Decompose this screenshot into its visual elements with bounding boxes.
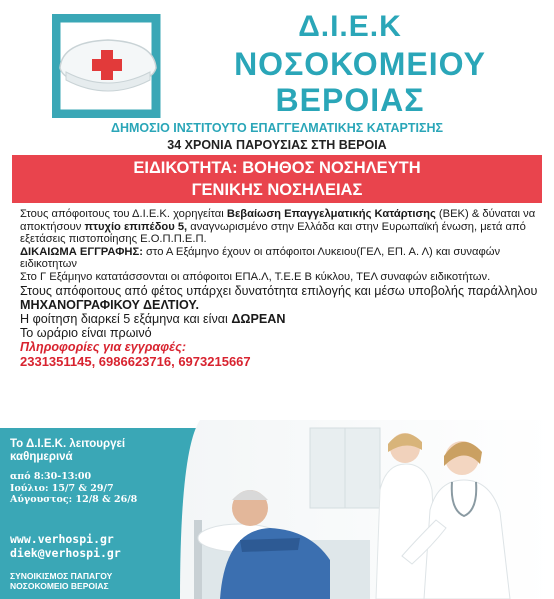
paragraph-enrollment-right: [20, 246, 540, 271]
banner-line-2: ΓΕΝΙΚΗΣ ΝΟΣΗΛΕΙΑΣ: [191, 181, 363, 199]
hospital-nurses-patient-illustration: [180, 420, 554, 599]
subtitle: ΔΗΜΟΣΙΟ ΙΝΣΤΙΤΟΥΤΟ ΕΠΑΓΓΕΛΜΑΤΙΚΗΣ ΚΑΤΑΡΤΙΣΗΣ: [110, 121, 443, 135]
paragraph-schedule: Το ωράριο είναι πρωινό: [20, 325, 152, 340]
paragraph-certification: [20, 208, 540, 246]
hours-contact-panel: [0, 428, 180, 599]
title-line-1: Δ.Ι.Ε.Κ: [298, 10, 402, 43]
p1-text-d: πτυχίο επιπέδου 5,: [84, 220, 188, 233]
nurse-cap-cross-icon: [52, 14, 164, 118]
p4-text-a: Στους απόφοιτους από φέτος υπάρχει δυνατότητα επιλογής και μέσω υποβολής παράλληλου: [20, 283, 538, 298]
p2-text-a: ΔΙΚΑΙΩΜΑ ΕΓΓΡΑΦΗΣ:: [20, 245, 143, 258]
info-body: [20, 208, 540, 369]
info-enrollment-title: Πληροφορίες για εγγραφές:: [20, 339, 187, 354]
specialty-banner: [12, 155, 542, 203]
operating-days: Το Δ.Ι.Ε.Κ. λειτουργεί καθημερινά: [10, 438, 126, 463]
p1-text-a: Στους απόφοιτους του Δ.Ι.Ε.Κ. χορηγείται: [20, 208, 227, 220]
operating-hours: [10, 471, 137, 506]
paragraph-duration: [20, 312, 540, 326]
address-line-1: ΣΥΝΟΙΚΙΣΜΟΣ ΠΑΠΑΓΟΥ: [10, 571, 113, 581]
hours-august: Αύγουστος: 12/8 & 26/8: [10, 494, 138, 505]
p2-text-b: στο Α Εξάμηνο έχουν οι απόφοιτοι Λυκειου(ΓΕΛ, ΕΠ. Α. Λ) και συναφών ειδικοτητων: [20, 245, 501, 271]
paragraph-computerised-form: [20, 284, 540, 312]
p5-text-b: ΔΩΡΕΑΝ: [231, 311, 286, 326]
p1-text-e: αναγνωρισμένο στην Ελλάδα και στην Ευρωπαϊκή ένωση, μετά από εξετάσεις πιστοποίησης Ε.Ο.Π.Π.Ε.Π.: [20, 220, 526, 246]
p5-text-a: Η φοίτηση διαρκεί 5 εξάμηνα και είναι: [20, 311, 232, 326]
banner-line-1: ΕΙΔΙΚΟΤΗΤΑ: ΒΟΗΘΟΣ ΝΟΣΗΛΕΥΤΗ: [133, 159, 421, 177]
contact-web: [10, 532, 121, 560]
p1-text-b: Βεβαίωση Επαγγελματικής Κατάρτισης: [226, 208, 436, 220]
address-line-2: ΝΟΣΟΚΟΜΕΙΟ ΒΕΡΟΙΑΣ: [10, 581, 109, 591]
title-line-3: ΒΕΡΟΙΑΣ: [275, 82, 425, 118]
paragraph-third-semester: Στο Γ Εξάμηνο κατατάσσονται οι απόφοιτοι ΕΠΑ.Λ, Τ.Ε.Ε Β κύκλου, ΤΕΛ συναφών ειδικοτήτων.: [20, 270, 491, 283]
years-presence: 34 ΧΡΟΝΙΑ ΠΑΡΟΥΣΙΑΣ ΣΤΗ ΒΕΡΟΙΑ: [167, 138, 387, 152]
hours-daily: από 8:30-13:00: [10, 471, 92, 482]
title-line-2: ΝΟΣΟΚΟΜΕΙΟΥ: [234, 46, 486, 82]
p4-text-b: ΜΗΧΑΝΟΓΡΑΦΙΚΟΥ ΔΕΛΤΙΟΥ.: [20, 297, 199, 312]
website-link[interactable]: www.verhospi.gr: [10, 532, 114, 546]
address: [10, 571, 112, 591]
email-link[interactable]: diek@verhospi.gr: [10, 546, 121, 560]
hours-july: Ιούλιο: 15/7 & 29/7: [10, 482, 114, 494]
p1-text-c: (ΒΕΚ) & δύναται να αποκτήσουν: [20, 208, 536, 233]
phone-numbers: 2331351145, 6986623716, 6973215667: [20, 353, 251, 369]
